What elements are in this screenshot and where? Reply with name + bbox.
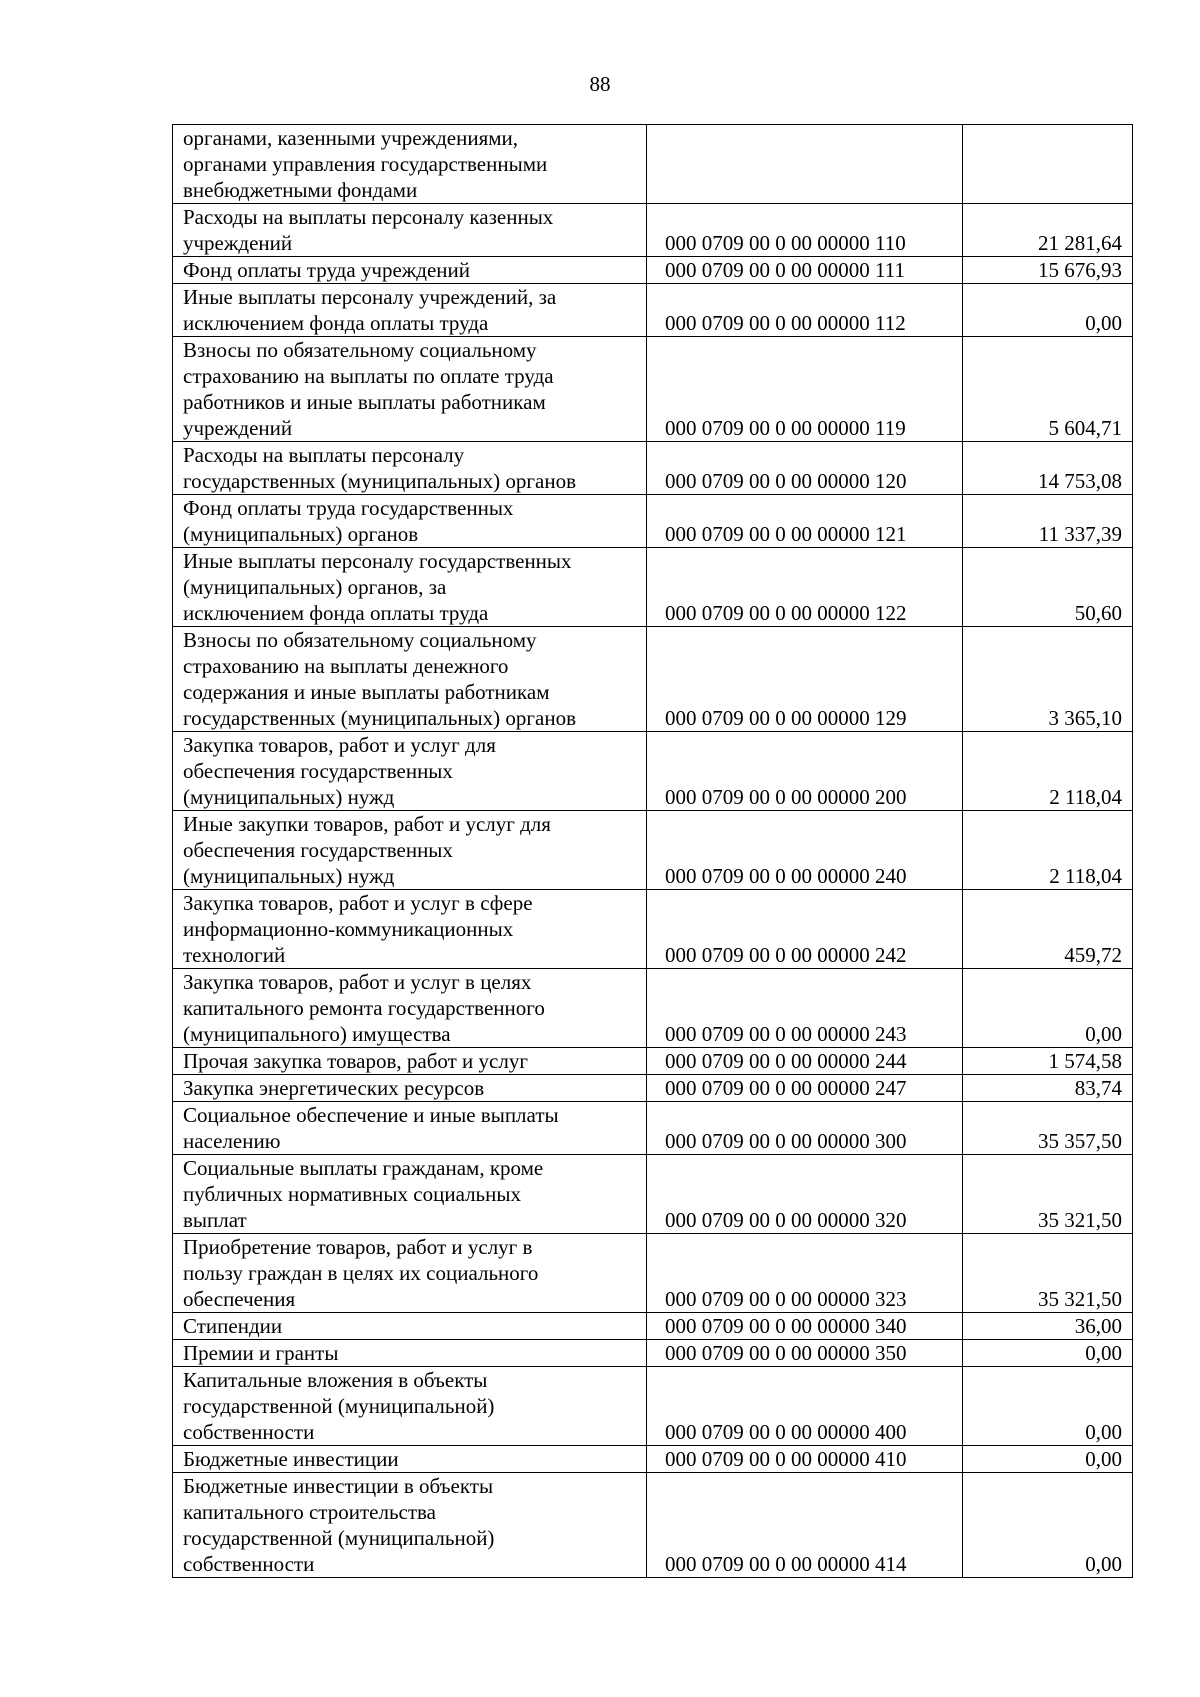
expense-name-cell: Прочая закупка товаров, работ и услуг (173, 1048, 647, 1075)
budget-code-cell: 000 0709 00 0 00 00000 110 (647, 204, 963, 257)
table-row (173, 1473, 1133, 1578)
budget-code-cell: 000 0709 00 0 00 00000 240 (647, 811, 963, 890)
table-row (173, 1075, 1133, 1102)
amount-cell (963, 125, 1133, 204)
budget-code-cell: 000 0709 00 0 00 00000 350 (647, 1340, 963, 1367)
table-row (173, 337, 1133, 442)
expense-name-cell: Стипендии (173, 1313, 647, 1340)
amount-cell: 11 337,39 (963, 495, 1133, 548)
amount-cell: 36,00 (963, 1313, 1133, 1340)
table-row (173, 204, 1133, 257)
expense-name-cell: Социальные выплаты гражданам, кроме публичных нормативных социальных выплат (173, 1155, 647, 1234)
table-row (173, 495, 1133, 548)
amount-cell: 0,00 (963, 1446, 1133, 1473)
amount-cell: 3 365,10 (963, 627, 1133, 732)
amount-cell: 5 604,71 (963, 337, 1133, 442)
table-row (173, 627, 1133, 732)
table-row (173, 890, 1133, 969)
budget-code-cell: 000 0709 00 0 00 00000 120 (647, 442, 963, 495)
expense-name-cell: Фонд оплаты труда государственных (муниципальных) органов (173, 495, 647, 548)
expense-name-cell: Закупка товаров, работ и услуг для обеспечения государственных (муниципальных) нужд (173, 732, 647, 811)
amount-cell: 35 321,50 (963, 1155, 1133, 1234)
budget-code-cell: 000 0709 00 0 00 00000 323 (647, 1234, 963, 1313)
budget-code-cell: 000 0709 00 0 00 00000 244 (647, 1048, 963, 1075)
expense-name-cell: Взносы по обязательному социальному страхованию на выплаты денежного содержания и иные выплаты работникам государственных (муниципальных) органов (173, 627, 647, 732)
table-row (173, 969, 1133, 1048)
table-row (173, 284, 1133, 337)
budget-code-cell: 000 0709 00 0 00 00000 340 (647, 1313, 963, 1340)
expense-name-cell: Расходы на выплаты персоналу казенных учреждений (173, 204, 647, 257)
expense-name-cell: Иные выплаты персоналу учреждений, за исключением фонда оплаты труда (173, 284, 647, 337)
amount-cell: 1 574,58 (963, 1048, 1133, 1075)
budget-code-cell: 000 0709 00 0 00 00000 111 (647, 257, 963, 284)
amount-cell: 35 357,50 (963, 1102, 1133, 1155)
amount-cell: 14 753,08 (963, 442, 1133, 495)
budget-code-cell: 000 0709 00 0 00 00000 300 (647, 1102, 963, 1155)
amount-cell: 15 676,93 (963, 257, 1133, 284)
expense-name-cell: Расходы на выплаты персоналу государственных (муниципальных) органов (173, 442, 647, 495)
budget-code-cell: 000 0709 00 0 00 00000 414 (647, 1473, 963, 1578)
table-row (173, 1367, 1133, 1446)
amount-cell: 2 118,04 (963, 811, 1133, 890)
amount-cell: 0,00 (963, 1473, 1133, 1578)
budget-code-cell: 000 0709 00 0 00 00000 122 (647, 548, 963, 627)
budget-code-cell: 000 0709 00 0 00 00000 129 (647, 627, 963, 732)
amount-cell: 459,72 (963, 890, 1133, 969)
amount-cell: 0,00 (963, 1340, 1133, 1367)
expense-name-cell: Иные выплаты персоналу государственных (муниципальных) органов, за исключением фонда оплаты труда (173, 548, 647, 627)
expense-name-cell: Премии и гранты (173, 1340, 647, 1367)
table-row (173, 257, 1133, 284)
table-row (173, 1048, 1133, 1075)
budget-code-cell: 000 0709 00 0 00 00000 243 (647, 969, 963, 1048)
expense-name-cell: Закупка товаров, работ и услуг в целях капитального ремонта государственного (муниципального) имущества (173, 969, 647, 1048)
amount-cell: 50,60 (963, 548, 1133, 627)
table-row (173, 1234, 1133, 1313)
amount-cell: 21 281,64 (963, 204, 1133, 257)
amount-cell: 0,00 (963, 969, 1133, 1048)
table-row (173, 1155, 1133, 1234)
budget-code-cell: 000 0709 00 0 00 00000 400 (647, 1367, 963, 1446)
budget-code-cell: 000 0709 00 0 00 00000 247 (647, 1075, 963, 1102)
expense-name-cell: Взносы по обязательному социальному страхованию на выплаты по оплате труда работников и иные выплаты работникам учреждений (173, 337, 647, 442)
amount-cell: 2 118,04 (963, 732, 1133, 811)
budget-code-cell: 000 0709 00 0 00 00000 320 (647, 1155, 963, 1234)
budget-table-body (173, 125, 1133, 1578)
table-row (173, 125, 1133, 204)
expense-name-cell: Социальное обеспечение и иные выплаты населению (173, 1102, 647, 1155)
expense-name-cell: Фонд оплаты труда учреждений (173, 257, 647, 284)
expense-name-cell: Бюджетные инвестиции (173, 1446, 647, 1473)
expense-name-cell: Иные закупки товаров, работ и услуг для обеспечения государственных (муниципальных) нужд (173, 811, 647, 890)
expense-name-cell: Капитальные вложения в объекты государственной (муниципальной) собственности (173, 1367, 647, 1446)
table-row (173, 811, 1133, 890)
budget-code-cell: 000 0709 00 0 00 00000 242 (647, 890, 963, 969)
budget-code-cell: 000 0709 00 0 00 00000 121 (647, 495, 963, 548)
budget-code-cell: 000 0709 00 0 00 00000 119 (647, 337, 963, 442)
budget-code-cell: 000 0709 00 0 00 00000 200 (647, 732, 963, 811)
table-row (173, 1313, 1133, 1340)
amount-cell: 0,00 (963, 284, 1133, 337)
amount-cell: 35 321,50 (963, 1234, 1133, 1313)
budget-table (172, 124, 1133, 1578)
table-row (173, 548, 1133, 627)
budget-code-cell: 000 0709 00 0 00 00000 112 (647, 284, 963, 337)
table-row (173, 442, 1133, 495)
expense-name-cell: Приобретение товаров, работ и услуг в пользу граждан в целях их социального обеспечения (173, 1234, 647, 1313)
expense-name-cell: Закупка товаров, работ и услуг в сфере информационно-коммуникационных технологий (173, 890, 647, 969)
expense-name-cell: Закупка энергетических ресурсов (173, 1075, 647, 1102)
table-row (173, 1102, 1133, 1155)
amount-cell: 83,74 (963, 1075, 1133, 1102)
expense-name-cell: органами, казенными учреждениями, органами управления государственными внебюджетными фондами (173, 125, 647, 204)
budget-code-cell (647, 125, 963, 204)
table-row (173, 1446, 1133, 1473)
budget-code-cell: 000 0709 00 0 00 00000 410 (647, 1446, 963, 1473)
expense-name-cell: Бюджетные инвестиции в объекты капитального строительства государственной (муниципальной) собственности (173, 1473, 647, 1578)
amount-cell: 0,00 (963, 1367, 1133, 1446)
table-row (173, 1340, 1133, 1367)
page-number: 88 (589, 72, 611, 96)
table-row (173, 732, 1133, 811)
